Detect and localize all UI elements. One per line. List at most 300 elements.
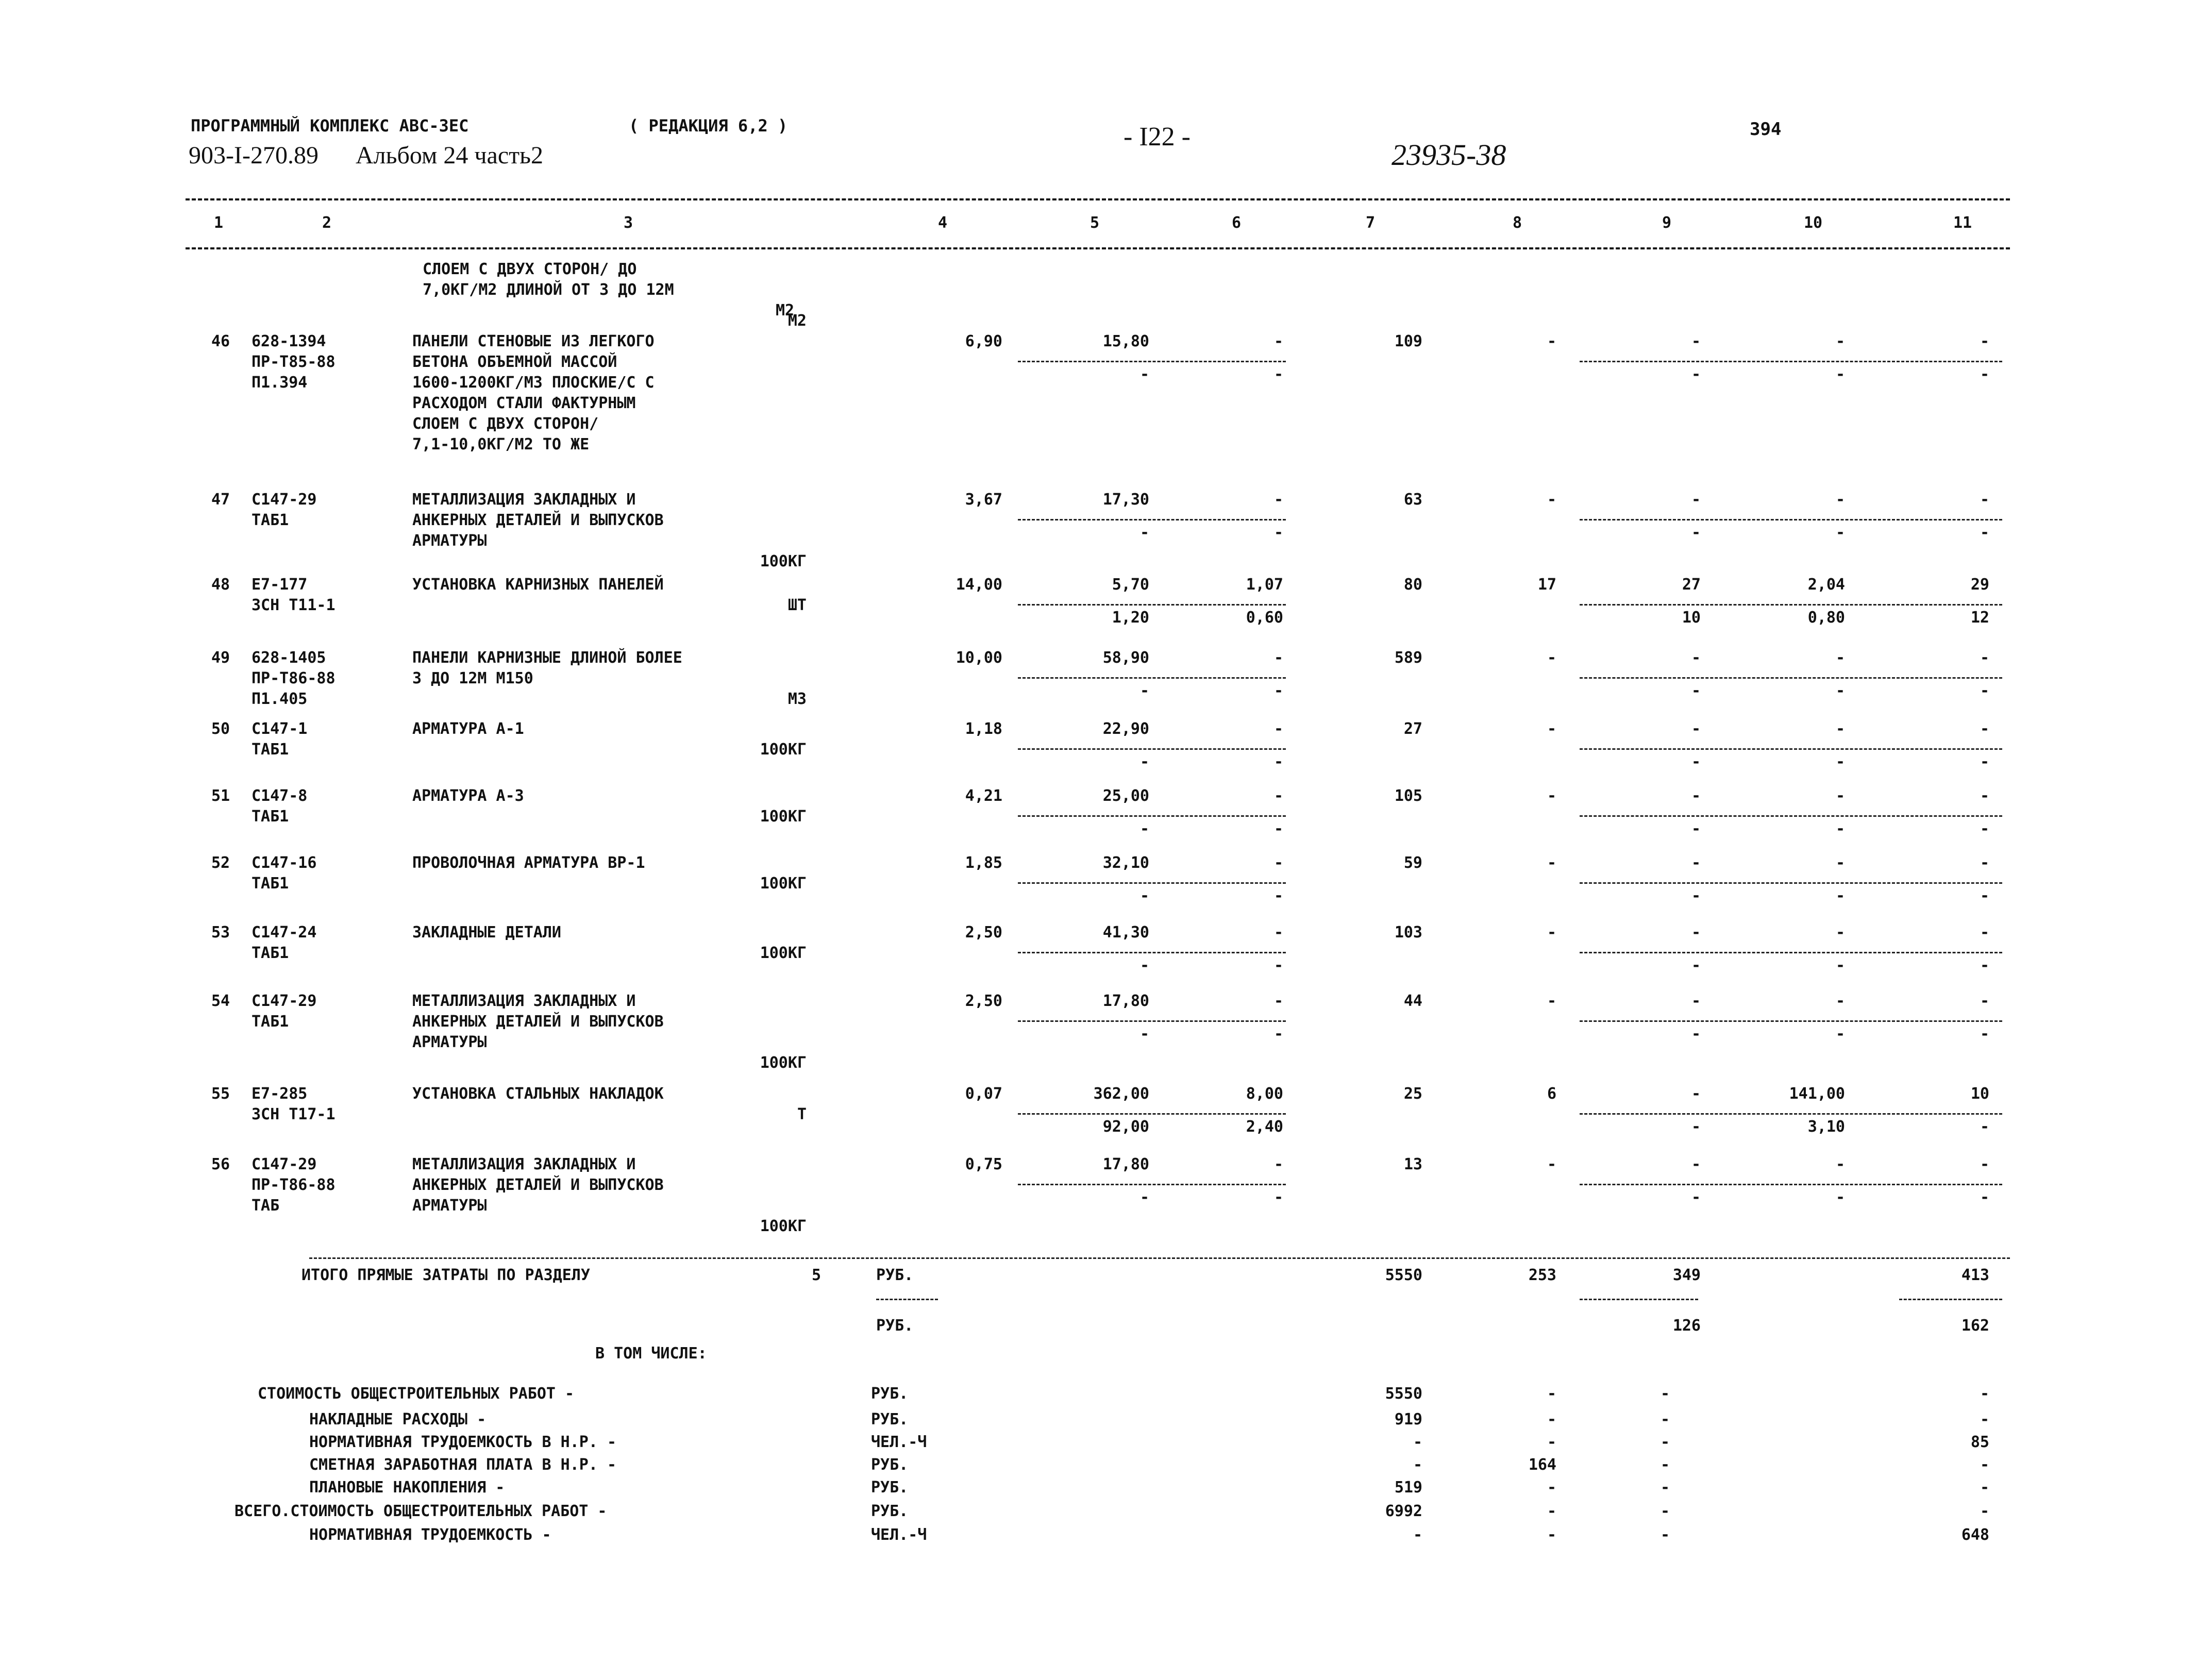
value-c11b: - (1980, 1118, 1989, 1136)
summary-label: СМЕТНАЯ ЗАРАБОТНАЯ ПЛАТА В Н.Р. - (309, 1456, 617, 1474)
value-c8: - (1547, 332, 1556, 350)
value-c5: 362,00 (1093, 1085, 1149, 1103)
value-c7: 109 (1394, 332, 1422, 350)
value-c5: 25,00 (1102, 787, 1149, 805)
summary-value-c7: - (1413, 1526, 1422, 1544)
summary-label: ВСЕГО.СТОИМОСТЬ ОБЩЕСТРОИТЕЛЬНЫХ РАБОТ - (234, 1502, 607, 1520)
value-c11: - (1980, 854, 1989, 872)
value-c10b: - (1835, 887, 1845, 905)
value-c8: - (1547, 923, 1556, 942)
value-qty: 2,50 (965, 923, 1002, 942)
row-number: 48 (211, 576, 230, 594)
norm-code: С147-24 (252, 923, 317, 942)
cost-divider-line (1018, 815, 1286, 817)
value-c6: - (1273, 854, 1283, 872)
value-c9: - (1691, 491, 1701, 509)
value-c7: 589 (1394, 649, 1422, 667)
summary-value-c7: 5550 (1385, 1385, 1422, 1403)
work-description: ЗАКЛАДНЫЕ ДЕТАЛИ (412, 923, 561, 942)
summary-value-c7: 6992 (1385, 1502, 1422, 1520)
work-description: АРМАТУРЫ (412, 1197, 487, 1215)
work-description: МЕТАЛЛИЗАЦИЯ ЗАКЛАДНЫХ И (412, 491, 636, 509)
value-c5b: - (1139, 820, 1149, 838)
cost-divider-line (1018, 882, 1286, 884)
work-description: ПАНЕЛИ СТЕНОВЫЕ ИЗ ЛЕГКОГО (412, 332, 655, 350)
norm-code: ПР-Т86-88 (252, 1176, 336, 1194)
header-bottom-rule (186, 247, 2010, 249)
value-c10: - (1835, 332, 1845, 350)
value-c8: - (1547, 720, 1556, 738)
work-description: 3 ДО 12М М150 (412, 669, 533, 687)
header-top-rule (186, 198, 2010, 200)
summary-value-c8: - (1547, 1479, 1556, 1497)
value-c8: - (1547, 992, 1556, 1010)
value-c10: - (1835, 923, 1845, 942)
value-c6b: - (1273, 1025, 1283, 1043)
total-unit: РУБ. (876, 1266, 914, 1284)
work-description: АРМАТУРЫ (412, 1033, 487, 1051)
value-c10: - (1835, 992, 1845, 1010)
value-qty: 2,50 (965, 992, 1002, 1010)
cost-divider-line (1018, 1184, 1286, 1185)
summary-value-c11: - (1980, 1479, 1989, 1497)
work-description: ПРОВОЛОЧНАЯ АРМАТУРА ВР-1 (412, 854, 645, 872)
norm-code: ПР-Т85-88 (252, 353, 336, 371)
value-c11b: - (1980, 1025, 1989, 1043)
norm-code: ТАБ1 (252, 875, 289, 893)
total-value-c9: 349 (1672, 1266, 1701, 1284)
summary-value-c9: - (1660, 1410, 1670, 1429)
value-c6: - (1273, 1155, 1283, 1173)
value-c11: - (1980, 923, 1989, 942)
value-qty: 1,18 (965, 720, 1002, 738)
value-c5b: 1,20 (1112, 609, 1149, 627)
value-c8: 6 (1547, 1085, 1556, 1103)
cost-divider-line (1018, 748, 1286, 750)
value-c7: 27 (1403, 720, 1422, 738)
value-qty: 0,75 (965, 1155, 1002, 1173)
value-c6: 1,07 (1246, 576, 1283, 594)
value-c6b: - (1273, 820, 1283, 838)
total-value-c7: 5550 (1385, 1266, 1422, 1284)
value-c11b: - (1980, 682, 1989, 700)
summary-value-c11: - (1980, 1456, 1989, 1474)
summary-value-c7: 919 (1394, 1410, 1422, 1429)
album-label: Альбом 24 часть2 (356, 142, 544, 169)
column-number-4: 4 (938, 214, 948, 232)
value-c10b: - (1835, 1188, 1845, 1206)
value-c10b: - (1835, 365, 1845, 383)
total-value-c9b: 126 (1672, 1317, 1701, 1335)
norm-code: 628-1405 (252, 649, 326, 667)
value-c7: 103 (1394, 923, 1422, 942)
value-c9b: - (1691, 820, 1701, 838)
value-c10b: 3,10 (1807, 1118, 1845, 1136)
value-c11b: - (1980, 820, 1989, 838)
value-c9: - (1691, 854, 1701, 872)
value-c11: - (1980, 787, 1989, 805)
value-c11b: - (1980, 753, 1989, 771)
norm-code: ЗСН Т17-1 (252, 1105, 336, 1123)
norm-code: С147-29 (252, 992, 317, 1010)
work-description: МЕТАЛЛИЗАЦИЯ ЗАКЛАДНЫХ И (412, 1155, 636, 1173)
norm-code: ТАБ1 (252, 808, 289, 826)
value-c9: 27 (1682, 576, 1701, 594)
value-c9: - (1691, 332, 1701, 350)
value-qty: 3,67 (965, 491, 1002, 509)
value-c9b: - (1691, 1025, 1701, 1043)
measure-unit: 100КГ (760, 875, 807, 893)
value-c11b: - (1980, 524, 1989, 542)
work-description: ПАНЕЛИ КАРНИЗНЫЕ ДЛИНОЙ БОЛЕЕ (412, 649, 682, 667)
value-c10b: - (1835, 1025, 1845, 1043)
value-c9: - (1691, 923, 1701, 942)
summary-value-c9: - (1660, 1502, 1670, 1520)
value-c6b: 0,60 (1246, 609, 1283, 627)
summary-value-c8: - (1547, 1410, 1556, 1429)
value-c7: 25 (1403, 1085, 1422, 1103)
cost-divider-line (1018, 677, 1286, 679)
value-c6b: - (1273, 887, 1283, 905)
value-c10: - (1835, 649, 1845, 667)
value-c5: 17,80 (1102, 1155, 1149, 1173)
norm-code: ТАБ (252, 1197, 280, 1215)
summary-label: СТОИМОСТЬ ОБЩЕСТРОИТЕЛЬНЫХ РАБОТ - (258, 1385, 575, 1403)
value-c6b: - (1273, 753, 1283, 771)
value-c11: - (1980, 491, 1989, 509)
norm-code: ЗСН Т11-1 (252, 596, 336, 614)
column-number-1: 1 (214, 214, 224, 232)
summary-unit: РУБ. (871, 1479, 909, 1497)
total-unit-2: РУБ. (876, 1317, 914, 1335)
norm-code: С147-16 (252, 854, 317, 872)
continuation-line: 7,0КГ/М2 ДЛИНОЙ ОТ 3 ДО 12М (423, 281, 674, 299)
norm-code: ТАБ1 (252, 944, 289, 962)
summary-value-c8: - (1547, 1433, 1556, 1451)
value-c6b: - (1273, 956, 1283, 975)
value-c10b: - (1835, 682, 1845, 700)
value-c5b: - (1139, 1188, 1149, 1206)
value-c11b: - (1980, 365, 1989, 383)
summary-value-c11: - (1980, 1502, 1989, 1520)
value-c5b: - (1139, 524, 1149, 542)
wage-divider-line (1580, 748, 2002, 750)
work-description: УСТАНОВКА СТАЛЬНЫХ НАКЛАДОК (412, 1085, 664, 1103)
summary-value-c11: 648 (1961, 1526, 1989, 1544)
measure-unit: М3 (787, 690, 807, 708)
column-number-6: 6 (1232, 214, 1242, 232)
norm-code: ТАБ1 (252, 741, 289, 759)
norm-code: Е7-177 (252, 576, 308, 594)
value-c5: 15,80 (1102, 332, 1149, 350)
wage-divider-line (1580, 882, 2002, 884)
norm-code: ПР-Т86-88 (252, 669, 336, 687)
summary-value-c7: - (1413, 1456, 1422, 1474)
value-c11: - (1980, 1155, 1989, 1173)
measure-unit: М2 (787, 312, 807, 330)
measure-unit: 100КГ (760, 944, 807, 962)
value-c9: - (1691, 720, 1701, 738)
wage-divider-line (1580, 1184, 2002, 1185)
work-description: АРМАТУРА А-1 (412, 720, 524, 738)
row-number: 47 (211, 491, 230, 509)
column-number-11: 11 (1953, 214, 1972, 232)
wage-divider-line (1580, 361, 2002, 362)
value-c9b: - (1691, 682, 1701, 700)
value-c5: 5,70 (1112, 576, 1149, 594)
norm-code: П1.405 (252, 690, 308, 708)
column-number-7: 7 (1366, 214, 1376, 232)
value-c6: - (1273, 649, 1283, 667)
value-c10b: - (1835, 956, 1845, 975)
norm-code: П1.394 (252, 374, 308, 392)
value-c10b: - (1835, 820, 1845, 838)
value-c5: 17,30 (1102, 491, 1149, 509)
summary-value-c7: 519 (1394, 1479, 1422, 1497)
value-c8: - (1547, 649, 1556, 667)
value-c11b: - (1980, 887, 1989, 905)
total-divider-c9 (1580, 1299, 1698, 1300)
value-c10: - (1835, 491, 1845, 509)
work-description: АНКЕРНЫХ ДЕТАЛЕЙ И ВЫПУСКОВ (412, 1176, 664, 1194)
value-qty: 0,07 (965, 1085, 1002, 1103)
summary-value-c11: - (1980, 1410, 1989, 1429)
summary-unit: РУБ. (871, 1385, 909, 1403)
value-c5: 17,80 (1102, 992, 1149, 1010)
value-c11b: 12 (1970, 609, 1989, 627)
including-heading: В ТОМ ЧИСЛЕ: (595, 1345, 707, 1363)
work-description: 7,1-10,0КГ/М2 ТО ЖЕ (412, 435, 590, 453)
value-c9b: - (1691, 753, 1701, 771)
document-number: 23935-38 (1392, 138, 1506, 172)
work-description: РАСХОДОМ СТАЛИ ФАКТУРНЫМ (412, 394, 636, 412)
work-description: МЕТАЛЛИЗАЦИЯ ЗАКЛАДНЫХ И (412, 992, 636, 1010)
norm-code: ТАБ1 (252, 511, 289, 529)
row-number: 54 (211, 992, 230, 1010)
value-c9b: - (1691, 956, 1701, 975)
wage-divider-line (1580, 815, 2002, 817)
value-c5: 22,90 (1102, 720, 1149, 738)
row-number: 55 (211, 1085, 230, 1103)
total-top-rule (309, 1257, 2010, 1259)
work-description: УСТАНОВКА КАРНИЗНЫХ ПАНЕЛЕЙ (412, 576, 664, 594)
value-c11: - (1980, 992, 1989, 1010)
value-c7: 80 (1403, 576, 1422, 594)
norm-code: С147-29 (252, 1155, 317, 1173)
value-qty: 10,00 (955, 649, 1002, 667)
cost-divider-line (1018, 1020, 1286, 1022)
value-c10b: - (1835, 524, 1845, 542)
value-c8: - (1547, 491, 1556, 509)
wage-divider-line (1580, 1020, 2002, 1022)
value-c9b: - (1691, 1188, 1701, 1206)
wage-divider-line (1580, 952, 2002, 953)
measure-unit: 100КГ (760, 1217, 807, 1235)
value-c7: 59 (1403, 854, 1422, 872)
value-c9b: - (1691, 365, 1701, 383)
value-c9b: - (1691, 524, 1701, 542)
summary-unit: ЧЕЛ.-Ч (871, 1433, 927, 1451)
value-c11b: - (1980, 956, 1989, 975)
work-description: АРМАТУРА А-3 (412, 787, 524, 805)
value-c10: 141,00 (1789, 1085, 1845, 1103)
summary-value-c7: - (1413, 1433, 1422, 1451)
value-c6b: 2,40 (1246, 1118, 1283, 1136)
row-number: 56 (211, 1155, 230, 1173)
work-description: АНКЕРНЫХ ДЕТАЛЕЙ И ВЫПУСКОВ (412, 1013, 664, 1031)
summary-value-c9: - (1660, 1479, 1670, 1497)
total-section-number: 5 (812, 1266, 822, 1284)
summary-value-c9: - (1660, 1385, 1670, 1403)
row-number: 53 (211, 923, 230, 942)
summary-value-c8: - (1547, 1385, 1556, 1403)
value-c10: - (1835, 787, 1845, 805)
value-c11: 29 (1970, 576, 1989, 594)
value-c6b: - (1273, 524, 1283, 542)
total-value-c8: 253 (1528, 1266, 1556, 1284)
cost-divider-line (1018, 361, 1286, 362)
value-c7: 13 (1403, 1155, 1422, 1173)
total-divider-c11 (1899, 1299, 2002, 1300)
value-c6: - (1273, 787, 1283, 805)
wage-divider-line (1580, 677, 2002, 679)
value-c9b: - (1691, 1118, 1701, 1136)
value-c10: - (1835, 720, 1845, 738)
total-value-c11: 413 (1961, 1266, 1989, 1284)
value-c5b: - (1139, 956, 1149, 975)
summary-unit: ЧЕЛ.-Ч (871, 1526, 927, 1544)
work-description: СЛОЕМ С ДВУХ СТОРОН/ (412, 415, 599, 433)
value-c5: 32,10 (1102, 854, 1149, 872)
value-c9: - (1691, 1155, 1701, 1173)
work-description: 1600-1200КГ/М3 ПЛОСКИЕ/С С (412, 374, 655, 392)
total-value-c11b: 162 (1961, 1317, 1989, 1335)
summary-value-c8: - (1547, 1526, 1556, 1544)
column-number-2: 2 (322, 214, 332, 232)
value-c10: 2,04 (1807, 576, 1845, 594)
project-code: 903-I-270.89 (189, 142, 318, 169)
row-number: 51 (211, 787, 230, 805)
program-name: ПРОГРАММНЫЙ КОМПЛЕКС АВС-ЗЕС (191, 116, 469, 136)
norm-code: Е7-285 (252, 1085, 308, 1103)
value-c10b: 0,80 (1807, 609, 1845, 627)
measure-unit: ШТ (787, 596, 807, 614)
row-number: 46 (211, 332, 230, 350)
value-qty: 6,90 (965, 332, 1002, 350)
value-c9: - (1691, 649, 1701, 667)
norm-code: С147-29 (252, 491, 317, 509)
row-number: 52 (211, 854, 230, 872)
column-number-5: 5 (1090, 214, 1100, 232)
value-c5b: - (1139, 365, 1149, 383)
value-c7: 63 (1403, 491, 1422, 509)
value-c11b: - (1980, 1188, 1989, 1206)
work-description: БЕТОНА ОБЪЕМНОЙ МАССОЙ (412, 353, 617, 371)
value-c8: - (1547, 854, 1556, 872)
norm-code: С147-1 (252, 720, 308, 738)
column-number-8: 8 (1513, 214, 1522, 232)
summary-unit: РУБ. (871, 1410, 909, 1429)
value-c5b: - (1139, 1025, 1149, 1043)
summary-value-c8: 164 (1528, 1456, 1556, 1474)
value-c7: 105 (1394, 787, 1422, 805)
summary-value-c9: - (1660, 1433, 1670, 1451)
measure-unit: 100КГ (760, 1054, 807, 1072)
value-c8: - (1547, 1155, 1556, 1173)
norm-code: ТАБ1 (252, 1013, 289, 1031)
summary-unit: РУБ. (871, 1502, 909, 1520)
summary-label: НОРМАТИВНАЯ ТРУДОЕМКОСТЬ - (309, 1526, 551, 1544)
summary-label: НАКЛАДНЫЕ РАСХОДЫ - (309, 1410, 487, 1429)
total-unit-divider (876, 1299, 938, 1300)
value-c9: - (1691, 992, 1701, 1010)
value-c5b: 92,00 (1102, 1118, 1149, 1136)
measure-unit: 100КГ (760, 552, 807, 570)
value-c9b: 10 (1682, 609, 1701, 627)
value-c6: - (1273, 992, 1283, 1010)
measure-unit: 100КГ (760, 741, 807, 759)
wage-divider-line (1580, 519, 2002, 520)
cost-divider-line (1018, 1113, 1286, 1115)
value-c6: - (1273, 923, 1283, 942)
value-c10: - (1835, 1155, 1845, 1173)
value-c11: - (1980, 332, 1989, 350)
sheet-number: 394 (1750, 119, 1782, 140)
total-label: ИТОГО ПРЯМЫЕ ЗАТРАТЫ ПО РАЗДЕЛУ (301, 1266, 590, 1284)
value-c6: - (1273, 332, 1283, 350)
measure-unit: Т (797, 1105, 807, 1123)
value-c5b: - (1139, 887, 1149, 905)
column-number-3: 3 (624, 214, 633, 232)
work-description: АРМАТУРЫ (412, 532, 487, 550)
value-c6: 8,00 (1246, 1085, 1283, 1103)
norm-code: 628-1394 (252, 332, 326, 350)
value-c5: 41,30 (1102, 923, 1149, 942)
value-c5b: - (1139, 753, 1149, 771)
value-c8: 17 (1537, 576, 1556, 594)
value-c5: 58,90 (1102, 649, 1149, 667)
value-c10: - (1835, 854, 1845, 872)
row-number: 50 (211, 720, 230, 738)
summary-label: ПЛАНОВЫЕ НАКОПЛЕНИЯ - (309, 1479, 505, 1497)
norm-code: С147-8 (252, 787, 308, 805)
row-number: 49 (211, 649, 230, 667)
wage-divider-line (1580, 604, 2002, 606)
value-c6: - (1273, 491, 1283, 509)
value-qty: 1,85 (965, 854, 1002, 872)
value-c11: 10 (1970, 1085, 1989, 1103)
summary-label: НОРМАТИВНАЯ ТРУДОЕМКОСТЬ В Н.Р. - (309, 1433, 617, 1451)
value-c6b: - (1273, 1188, 1283, 1206)
column-number-10: 10 (1804, 214, 1823, 232)
summary-value-c9: - (1660, 1456, 1670, 1474)
value-qty: 14,00 (955, 576, 1002, 594)
summary-value-c9: - (1660, 1526, 1670, 1544)
value-c8: - (1547, 787, 1556, 805)
cost-divider-line (1018, 604, 1286, 606)
value-c6b: - (1273, 682, 1283, 700)
continuation-line: СЛОЕМ С ДВУХ СТОРОН/ ДО (423, 260, 637, 278)
value-qty: 4,21 (965, 787, 1002, 805)
value-c7: 44 (1403, 992, 1422, 1010)
value-c9: - (1691, 787, 1701, 805)
measure-unit: 100КГ (760, 808, 807, 826)
value-c11: - (1980, 720, 1989, 738)
value-c9: - (1691, 1085, 1701, 1103)
summary-value-c11: - (1980, 1385, 1989, 1403)
value-c5b: - (1139, 682, 1149, 700)
summary-value-c8: - (1547, 1502, 1556, 1520)
